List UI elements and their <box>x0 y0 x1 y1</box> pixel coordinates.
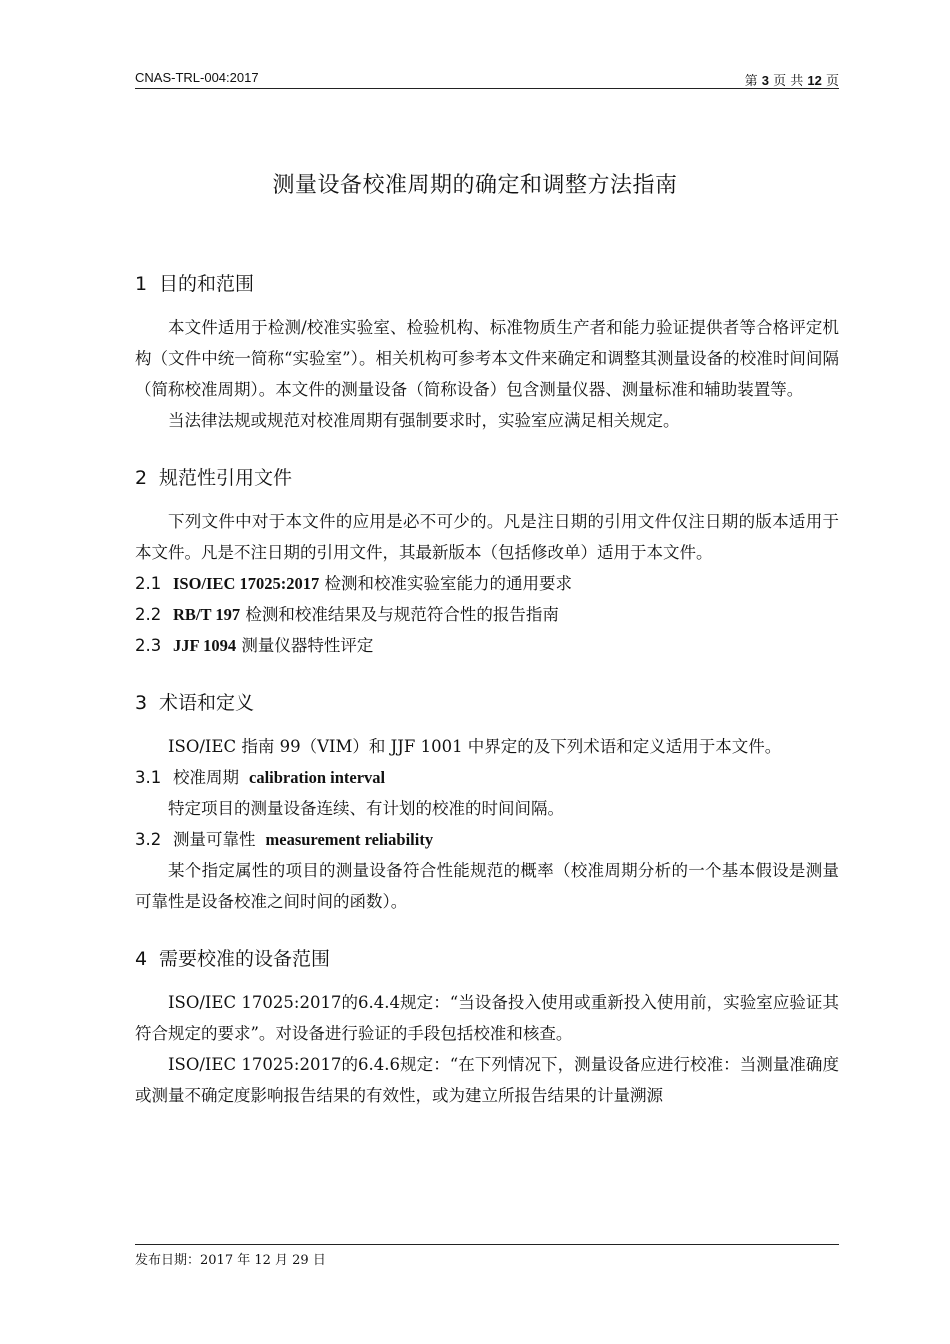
paragraph: ISO/IEC 17025:2017的6.4.6规定：“在下列情况下，测量设备应进行校准：当测量准确度或测量不确定度影响报告结果的有效性，或为建立所报告结果的计量溯源 <box>135 1055 839 1105</box>
term-item <box>135 824 839 855</box>
paragraph: 当法律法规或规范对校准周期有强制要求时，实验室应满足相关规定。 <box>168 411 680 430</box>
reference-item <box>135 630 839 661</box>
term-chinese: 测量可靠性 <box>173 830 256 849</box>
section-title: 需要校准的设备范围 <box>159 948 331 970</box>
section-2-heading <box>135 462 839 494</box>
page-prefix: 第 <box>744 74 758 89</box>
reference-item <box>135 599 839 630</box>
document-id: CNAS-TRL-004:2017 <box>135 70 259 85</box>
release-date: 发布日期：2017 年 12 月 29 日 <box>135 1253 326 1268</box>
reference-title: 检测和校准结果及与规范符合性的报告指南 <box>245 605 559 624</box>
section-3-heading <box>135 687 839 719</box>
reference-code: ISO/IEC 17025:2017 <box>173 574 320 593</box>
paragraph: 下列文件中对于本文件的应用是必不可少的。凡是注日期的引用文件仅注日期的版本适用于本文件。凡是不注日期的引用文件，其最新版本（包括修改单）适用于本文件。 <box>135 512 839 562</box>
reference-title: 检测和校准实验室能力的通用要求 <box>324 574 572 593</box>
page-number <box>745 70 839 89</box>
term-item <box>135 762 839 793</box>
section-number: 1 <box>135 273 148 295</box>
section-title: 规范性引用文件 <box>159 467 293 489</box>
paragraph: ISO/IEC 指南 99（VIM）和 JJF 1001 中界定的及下列术语和定义适用于本文件。 <box>168 737 782 756</box>
section-4-heading <box>135 943 839 975</box>
item-number: 2.3 <box>135 636 162 655</box>
reference-title: 测量仪器特性评定 <box>241 636 374 655</box>
page-total: 12 <box>807 73 822 88</box>
section-1-heading <box>135 268 839 300</box>
page-mid: 页 共 <box>773 74 804 89</box>
page-footer <box>135 1244 839 1268</box>
section-title: 目的和范围 <box>159 273 255 295</box>
reference-code: JJF 1094 <box>173 636 237 655</box>
item-number: 3.1 <box>135 768 162 787</box>
document-body <box>135 268 839 1111</box>
paragraph: ISO/IEC 17025:2017的6.4.4规定：“当设备投入使用或重新投入使用前，实验室应验证其符合规定的要求”。对设备进行验证的手段包括校准和核查。 <box>135 993 839 1043</box>
section-number: 4 <box>135 948 148 970</box>
term-english: measurement reliability <box>265 830 434 849</box>
page-suffix: 页 <box>825 74 839 89</box>
term-definition: 特定项目的测量设备连续、有计划的校准的时间间隔。 <box>168 799 564 818</box>
item-number: 2.2 <box>135 605 162 624</box>
section-number: 3 <box>135 692 148 714</box>
document-title: 测量设备校准周期的确定和调整方法指南 <box>272 173 678 198</box>
reference-code: RB/T 197 <box>173 605 241 624</box>
page-current: 3 <box>761 73 769 88</box>
section-number: 2 <box>135 467 148 489</box>
term-english: calibration interval <box>249 768 386 787</box>
paragraph: 本文件适用于检测/校准实验室、检验机构、标准物质生产者和能力验证提供者等合格评定机构（文件中统一简称“实验室”）。相关机构可参考本文件来确定和调整其测量设备的校准时间间隔（简称校准周期）。本文件的测量设备（简称设备）包含测量仪器、测量标准和辅助装置等。 <box>135 318 839 399</box>
term-definition: 某个指定属性的项目的测量设备符合性能规范的概率（校准周期分析的一个基本假设是测量可靠性是设备校准之间时间的函数）。 <box>135 861 839 911</box>
item-number: 2.1 <box>135 574 162 593</box>
item-number: 3.2 <box>135 830 162 849</box>
reference-item <box>135 568 839 599</box>
page-header <box>135 66 839 89</box>
section-title: 术语和定义 <box>159 692 255 714</box>
term-chinese: 校准周期 <box>173 768 239 787</box>
